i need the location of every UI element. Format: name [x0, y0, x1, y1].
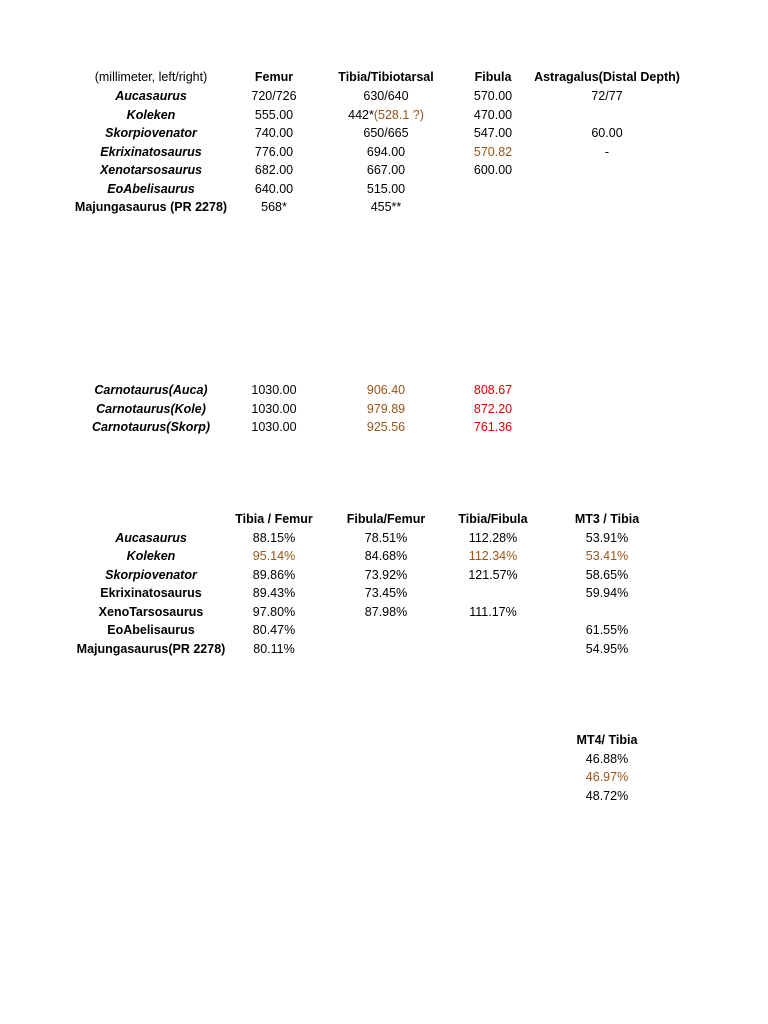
- tibia-estimate: 979.89: [366, 401, 406, 416]
- species-name: Xenotarsosaurus: [99, 163, 203, 177]
- estimate-name: Carnotaurus(Skorp): [91, 420, 211, 434]
- units-label: (millimeter, left/right): [94, 70, 208, 84]
- tibia-value: 515.00: [366, 181, 406, 196]
- species-name: EoAbelisaurus: [107, 181, 195, 196]
- tibia-value: 694.00: [366, 144, 406, 159]
- table-row: [0, 400, 768, 418]
- tibia-value: 442*: [348, 107, 374, 122]
- fibula-femur-ratio: 87.98%: [364, 604, 408, 619]
- estimate-name: Carnotaurus(Auca): [94, 383, 208, 397]
- fibula-femur-header: Fibula/Femur: [346, 512, 426, 526]
- species-name: Majungasaurus (PR 2278): [74, 200, 228, 214]
- femur-value: 640.00: [254, 181, 294, 196]
- species-name: Koleken: [126, 549, 176, 563]
- tibia-fibula-ratio: 121.57%: [468, 567, 518, 582]
- tibia-note: (528.1 ?): [373, 107, 424, 122]
- tibia-fibula-ratio: 111.17%: [469, 604, 517, 619]
- tibia-value-group: [348, 106, 424, 124]
- fibula-estimate: 761.36: [473, 420, 513, 434]
- table-row: [0, 529, 768, 547]
- fibula-femur-ratio: 84.68%: [364, 549, 408, 563]
- table-row: [0, 180, 768, 198]
- fibula-value: 570.82: [473, 144, 513, 159]
- table-row: [0, 768, 768, 786]
- tibia-value: 455**: [370, 200, 402, 214]
- table-row: [0, 640, 768, 658]
- species-name: Ekrixinatosaurus: [100, 144, 202, 159]
- mt3-tibia-ratio: 53.91%: [585, 530, 629, 545]
- mt4-tibia-ratio: 46.88%: [585, 751, 629, 766]
- femur-value: 720/726: [251, 89, 297, 103]
- tibia-fibula-header: Tibia/Fibula: [458, 512, 528, 526]
- tibia-estimate: 925.56: [366, 420, 406, 434]
- ratios-header-row: [0, 510, 768, 528]
- tibia-header: Tibia/Tibiotarsal: [338, 70, 434, 84]
- table-row: [0, 603, 768, 621]
- species-name: Skorpiovenator: [105, 126, 197, 140]
- species-name: Majungasaurus(PR 2278): [76, 641, 226, 656]
- table-row: [0, 106, 768, 124]
- tibia-value: 667.00: [366, 163, 406, 177]
- femur-value: 568*: [261, 200, 287, 214]
- species-name: Ekrixinatosaurus: [100, 586, 202, 600]
- tibia-femur-ratio: 89.86%: [252, 567, 296, 582]
- femur-value: 555.00: [254, 107, 294, 122]
- table-row: [0, 787, 768, 805]
- species-name: Aucasaurus: [115, 89, 187, 103]
- tibia-fibula-ratio: 112.34%: [468, 549, 518, 563]
- table-row: [0, 547, 768, 565]
- astragalus-header: Astragalus(Distal Depth): [534, 70, 680, 84]
- femur-value: 1030.00: [251, 401, 297, 416]
- tibia-value: 650/665: [363, 126, 409, 140]
- mt3-tibia-ratio: 53.41%: [585, 549, 629, 563]
- species-name: XenoTarsosaurus: [98, 604, 204, 619]
- table-row: [0, 198, 768, 216]
- measurements-header-row: [0, 68, 768, 86]
- table-row: [0, 750, 768, 768]
- species-name: Aucasaurus: [115, 530, 187, 545]
- tibia-femur-header: Tibia / Femur: [235, 512, 313, 526]
- fibula-femur-ratio: 73.92%: [364, 567, 408, 582]
- mt3-tibia-ratio: 54.95%: [585, 641, 629, 656]
- fibula-estimate: 808.67: [473, 383, 513, 397]
- table-row: [0, 381, 768, 399]
- estimate-name: Carnotaurus(Kole): [96, 401, 206, 416]
- mt3-tibia-ratio: 59.94%: [585, 586, 629, 600]
- tibia-femur-ratio: 97.80%: [252, 604, 296, 619]
- tibia-value: 630/640: [363, 89, 409, 103]
- tibia-femur-ratio: 80.47%: [252, 623, 296, 637]
- femur-value: 1030.00: [251, 383, 297, 397]
- femur-value: 1030.00: [251, 420, 297, 434]
- table-row: [0, 124, 768, 142]
- fibula-value: 570.00: [473, 89, 513, 103]
- table-row: [0, 621, 768, 639]
- table-row: [0, 418, 768, 436]
- species-name: Skorpiovenator: [105, 567, 197, 582]
- mt4-tibia-ratio: 46.97%: [585, 770, 629, 784]
- tibia-femur-ratio: 80.11%: [253, 641, 295, 656]
- fibula-femur-ratio: 78.51%: [364, 530, 408, 545]
- mt4-tibia-ratio: 48.72%: [585, 788, 629, 803]
- table-row: [0, 143, 768, 161]
- astragalus-value: -: [604, 144, 610, 159]
- tibia-femur-ratio: 95.14%: [252, 549, 296, 563]
- tibia-femur-ratio: 89.43%: [252, 586, 296, 600]
- tibia-fibula-ratio: 112.28%: [468, 530, 518, 545]
- femur-header: Femur: [254, 70, 294, 84]
- species-name: EoAbelisaurus: [107, 623, 195, 637]
- fibula-value: 470.00: [473, 107, 513, 122]
- mt4-header-row: [0, 731, 768, 749]
- mt3-tibia-header: MT3 / Tibia: [574, 512, 640, 526]
- femur-value: 682.00: [254, 163, 294, 177]
- fibula-femur-ratio: 73.45%: [364, 586, 408, 600]
- table-row: [0, 161, 768, 179]
- tibia-estimate: 906.40: [366, 383, 406, 397]
- fibula-value: 547.00: [473, 126, 513, 140]
- table-row: [0, 87, 768, 105]
- femur-value: 776.00: [254, 144, 294, 159]
- mt3-tibia-ratio: 58.65%: [585, 567, 629, 582]
- femur-value: 740.00: [254, 126, 294, 140]
- table-row: [0, 566, 768, 584]
- astragalus-value: 72/77: [591, 89, 623, 103]
- mt3-tibia-ratio: 61.55%: [585, 623, 629, 637]
- fibula-header: Fibula: [474, 70, 512, 84]
- fibula-value: 600.00: [473, 163, 513, 177]
- tibia-femur-ratio: 88.15%: [252, 530, 296, 545]
- mt4-tibia-header: MT4/ Tibia: [576, 733, 638, 747]
- astragalus-value: 60.00: [591, 126, 623, 140]
- table-row: [0, 584, 768, 602]
- fibula-estimate: 872.20: [473, 401, 513, 416]
- species-name: Koleken: [126, 107, 176, 122]
